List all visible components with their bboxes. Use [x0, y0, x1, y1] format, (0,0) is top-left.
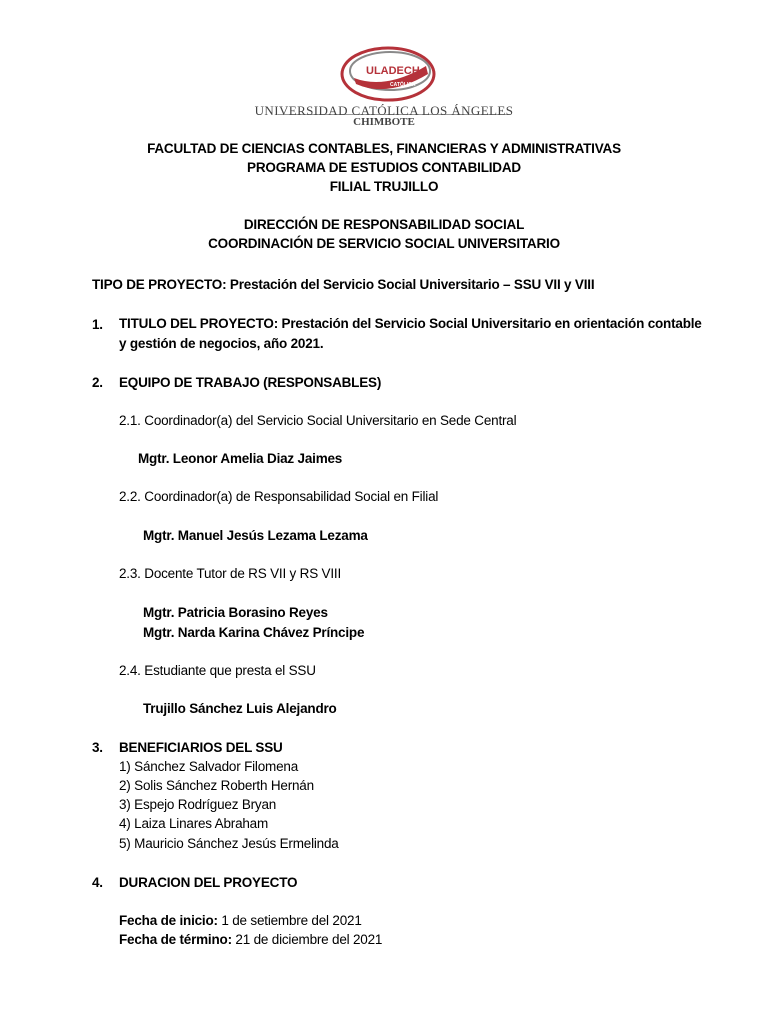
team-member-name: Trujillo Sánchez Luis Alejandro	[143, 701, 337, 716]
team-item-label: 2.1. Coordinador(a) del Servicio Social Universitario en Sede Central	[119, 413, 517, 428]
beneficiary-item: 1) Sánchez Salvador Filomena	[119, 759, 298, 774]
section-4-number: 4.	[92, 875, 103, 890]
beneficiary-item: 3) Espejo Rodríguez Bryan	[119, 797, 277, 812]
beneficiary-item: 5) Mauricio Sánchez Jesús Ermelinda	[119, 836, 339, 851]
start-date-label: Fecha de inicio:	[119, 913, 218, 928]
team-member-name: Mgtr. Narda Karina Chávez Príncipe	[143, 625, 365, 640]
branch-title: FILIAL TRUJILLO	[329, 179, 439, 194]
section-2-title: EQUIPO DE TRABAJO (RESPONSABLES)	[119, 375, 382, 390]
section-4-title: DURACION DEL PROYECTO	[119, 875, 298, 890]
team-member-name: Mgtr. Manuel Jesús Lezama Lezama	[143, 528, 368, 543]
team-member-name: Mgtr. Leonor Amelia Diaz Jaimes	[138, 451, 343, 466]
coordination-title: COORDINACIÓN DE SERVICIO SOCIAL UNIVERSITARIO	[208, 236, 560, 251]
section-1-number: 1.	[92, 317, 103, 332]
start-date	[119, 913, 362, 929]
end-date-value: 21 de diciembre del 2021	[231, 932, 383, 947]
beneficiary-item: 4) Laiza Linares Abraham	[119, 816, 269, 831]
end-date-label: Fecha de término:	[119, 932, 232, 947]
university-logo	[336, 44, 440, 106]
section-2-number: 2.	[92, 375, 103, 390]
team-member-name: Mgtr. Patricia Borasino Reyes	[143, 605, 328, 620]
beneficiary-item: 2) Solis Sánchez Roberth Hernán	[119, 778, 314, 793]
team-item-label: 2.3. Docente Tutor de RS VII y RS VIII	[119, 566, 342, 581]
project-title-line-2: y gestión de negocios, año 2021.	[119, 336, 324, 351]
faculty-title: FACULTAD DE CIENCIAS CONTABLES, FINANCIERAS Y ADMINISTRATIVAS	[147, 141, 621, 156]
university-sede: CHIMBOTE	[353, 116, 415, 128]
program-title: PROGRAMA DE ESTUDIOS CONTABILIDAD	[247, 160, 521, 175]
start-date-value: 1 de setiembre del 2021	[217, 913, 362, 928]
team-item-label: 2.2. Coordinador(a) de Responsabilidad Social en Filial	[119, 489, 439, 504]
university-name: UNIVERSIDAD CATÓLICA LOS ÁNGELES	[254, 103, 514, 118]
direction-title: DIRECCIÓN DE RESPONSABILIDAD SOCIAL	[243, 217, 525, 232]
section-3-number: 3.	[92, 740, 103, 755]
section-3-title: BENEFICIARIOS DEL SSU	[119, 740, 283, 755]
end-date	[119, 932, 382, 948]
svg-text:ULADECH: ULADECH	[366, 65, 420, 77]
project-type: TIPO DE PROYECTO: Prestación del Servicio Social Universitario – SSU VII y VIII	[92, 277, 595, 292]
svg-text:CATÓLICA: CATÓLICA	[390, 82, 416, 88]
project-title-line-1: TITULO DEL PROYECTO: Prestación del Servicio Social Universitario en orientación contable	[119, 316, 702, 331]
team-item-label: 2.4. Estudiante que presta el SSU	[119, 663, 316, 678]
